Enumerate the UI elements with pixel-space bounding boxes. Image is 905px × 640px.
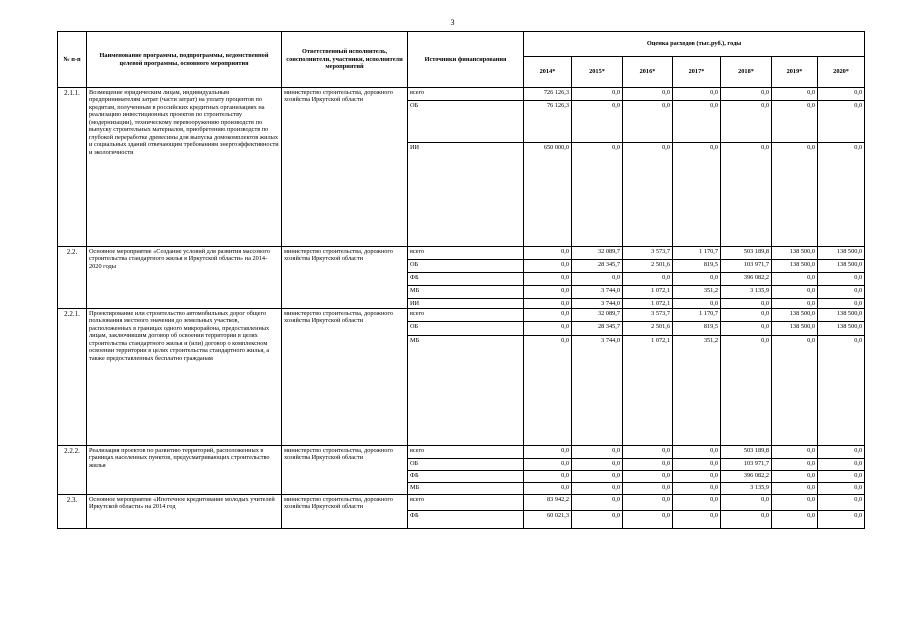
amount-cell: 0,0 <box>818 143 865 247</box>
amount-cell: 0,0 <box>721 101 772 143</box>
amount-cell: 0,0 <box>818 459 865 471</box>
measure-name: Проектирование или строительство автомобильных дорог общего пользования местного значения до земельных участков, расположенных в границах одного микрорайона, предоставленных лицам, заключившим договор об освоении территории в целях строительства стандартного жилья и (или) договор о комплексном освоении территории в целях строительства стандартного жилья, а также предоставленных бесплатно гражданам <box>87 309 282 446</box>
amount-cell: 3 573,7 <box>623 309 673 322</box>
amount-cell: 1 170,7 <box>673 247 721 260</box>
amount-cell: 0,0 <box>623 273 673 286</box>
amount-cell: 0,0 <box>772 286 818 299</box>
amount-cell: 0,0 <box>673 143 721 247</box>
amount-cell: 0,0 <box>524 286 572 299</box>
amount-cell: 0,0 <box>721 88 772 101</box>
amount-cell: 0,0 <box>772 101 818 143</box>
amount-cell: 0,0 <box>818 336 865 446</box>
table-row <box>58 495 865 511</box>
table-row <box>58 88 865 101</box>
amount-cell: 0,0 <box>572 88 623 101</box>
measure-name: Реализация проектов по развитию территорий, расположенных в границах населенных пунктов, предусматривающих строительство жилья <box>87 446 282 495</box>
table-body <box>58 88 865 529</box>
amount-cell: 0,0 <box>524 471 572 483</box>
amount-cell: 0,0 <box>818 483 865 495</box>
table-row <box>58 309 865 322</box>
amount-cell: 0,0 <box>673 511 721 529</box>
funding-source: всего <box>408 309 524 322</box>
amount-cell: 0,0 <box>772 511 818 529</box>
amount-cell: 0,0 <box>818 299 865 309</box>
amount-cell: 1 072,1 <box>623 286 673 299</box>
funding-source: ФБ <box>408 511 524 529</box>
amount-cell: 3 135,9 <box>721 483 772 495</box>
amount-cell: 0,0 <box>524 459 572 471</box>
row-number: 2.2.1. <box>58 309 87 446</box>
amount-cell: 28 345,7 <box>572 260 623 273</box>
executor-name: министерство строительства, дорожного хозяйства Иркутской области <box>282 446 408 495</box>
amount-cell: 0,0 <box>524 446 572 459</box>
amount-cell: 0,0 <box>673 88 721 101</box>
measure-name: Основное мероприятие «Создание условий для развития массового строительства стандартного жилья в Иркутской области» на 2014-2020 годы <box>87 247 282 309</box>
amount-cell: 0,0 <box>673 446 721 459</box>
amount-cell: 0,0 <box>772 495 818 511</box>
amount-cell: 0,0 <box>673 101 721 143</box>
amount-cell: 0,0 <box>772 299 818 309</box>
funding-source: ОБ <box>408 101 524 143</box>
funding-source: ИИ <box>408 143 524 247</box>
amount-cell: 0,0 <box>572 483 623 495</box>
amount-cell: 0,0 <box>623 101 673 143</box>
amount-cell: 0,0 <box>524 260 572 273</box>
amount-cell: 138 500,0 <box>818 309 865 322</box>
amount-cell: 0,0 <box>524 247 572 260</box>
amount-cell: 138 500,0 <box>772 260 818 273</box>
amount-cell: 0,0 <box>818 446 865 459</box>
amount-cell: 3 573,7 <box>623 247 673 260</box>
header-year: 2014* <box>524 57 572 88</box>
amount-cell: 0,0 <box>818 471 865 483</box>
amount-cell: 396 082,2 <box>721 471 772 483</box>
row-number: 2.1.1. <box>58 88 87 247</box>
amount-cell: 0,0 <box>572 101 623 143</box>
executor-name: министерство строительства, дорожного хозяйства Иркутской области <box>282 495 408 529</box>
amount-cell: 0,0 <box>818 88 865 101</box>
header-year: 2020* <box>818 57 865 88</box>
amount-cell: 0,0 <box>772 483 818 495</box>
funding-source: ФБ <box>408 273 524 286</box>
amount-cell: 503 189,8 <box>721 446 772 459</box>
amount-cell: 0,0 <box>673 495 721 511</box>
amount-cell: 138 500,0 <box>772 247 818 260</box>
amount-cell: 2 501,6 <box>623 322 673 336</box>
expenditure-table <box>57 31 865 529</box>
amount-cell: 0,0 <box>721 495 772 511</box>
amount-cell: 0,0 <box>623 495 673 511</box>
row-number: 2.2.2. <box>58 446 87 495</box>
amount-cell: 0,0 <box>818 495 865 511</box>
funding-source: всего <box>408 247 524 260</box>
amount-cell: 0,0 <box>572 471 623 483</box>
row-number: 2.2. <box>58 247 87 309</box>
amount-cell: 0,0 <box>772 459 818 471</box>
amount-cell: 103 971,7 <box>721 260 772 273</box>
amount-cell: 0,0 <box>623 459 673 471</box>
funding-source: ОБ <box>408 322 524 336</box>
funding-source: МБ <box>408 286 524 299</box>
amount-cell: 650 000,0 <box>524 143 572 247</box>
executor-name: министерство строительства, дорожного хозяйства Иркутской области <box>282 247 408 309</box>
amount-cell: 0,0 <box>721 299 772 309</box>
table-row <box>58 247 865 260</box>
amount-cell: 0,0 <box>673 299 721 309</box>
amount-cell: 726 126,3 <box>524 88 572 101</box>
amount-cell: 0,0 <box>772 336 818 446</box>
amount-cell: 0,0 <box>721 336 772 446</box>
amount-cell: 103 971,7 <box>721 459 772 471</box>
amount-cell: 0,0 <box>721 322 772 336</box>
amount-cell: 0,0 <box>524 483 572 495</box>
funding-source: всего <box>408 88 524 101</box>
funding-source: ИИ <box>408 299 524 309</box>
amount-cell: 1 072,1 <box>623 299 673 309</box>
amount-cell: 0,0 <box>623 143 673 247</box>
amount-cell: 0,0 <box>673 471 721 483</box>
amount-cell: 351,2 <box>673 286 721 299</box>
header-year: 2016* <box>623 57 673 88</box>
amount-cell: 0,0 <box>818 101 865 143</box>
header-num: № п-п <box>58 32 87 88</box>
amount-cell: 3 744,0 <box>572 336 623 446</box>
amount-cell: 138 500,0 <box>818 247 865 260</box>
amount-cell: 0,0 <box>772 273 818 286</box>
amount-cell: 138 500,0 <box>772 309 818 322</box>
executor-name: министерство строительства, дорожного хозяйства Иркутской области <box>282 309 408 446</box>
amount-cell: 819,5 <box>673 260 721 273</box>
amount-cell: 1 170,7 <box>673 309 721 322</box>
header-year: 2017* <box>673 57 721 88</box>
header-name: Наименование программы, подпрограммы, ведомственной целевой программы, основного мероприятия <box>87 32 282 88</box>
amount-cell: 0,0 <box>524 299 572 309</box>
header-executor: Ответственный исполнитель, соисполнители, участники, исполнители мероприятий <box>282 32 408 88</box>
amount-cell: 0,0 <box>572 446 623 459</box>
funding-source: ФБ <box>408 471 524 483</box>
amount-cell: 32 089,7 <box>572 247 623 260</box>
executor-name: министерство строительства, дорожного хозяйства Иркутской области <box>282 88 408 247</box>
amount-cell: 2 501,6 <box>623 260 673 273</box>
amount-cell: 0,0 <box>572 273 623 286</box>
amount-cell: 0,0 <box>721 511 772 529</box>
amount-cell: 3 135,9 <box>721 286 772 299</box>
amount-cell: 503 189,8 <box>721 247 772 260</box>
amount-cell: 0,0 <box>818 273 865 286</box>
amount-cell: 0,0 <box>524 273 572 286</box>
amount-cell: 0,0 <box>721 143 772 247</box>
measure-name: Возмещение юридическим лицам, индивидуальным предпринимателям затрат (части затрат) на уплату процентов по кредитам, полученным в российских кредитных организациях на реализацию инвестиционных проектов по строительству (модернизации), техническому перевооружению производств по выпуску строительных материалов, приобретению производств по глубокой переработке древесины для выпуска домокомплектов жилых и социальных зданий отвечающим требованиям энергоэффективности и экологичности <box>87 88 282 247</box>
funding-source: всего <box>408 446 524 459</box>
amount-cell: 138 500,0 <box>818 322 865 336</box>
amount-cell: 60 021,3 <box>524 511 572 529</box>
funding-source: ОБ <box>408 260 524 273</box>
amount-cell: 0,0 <box>818 511 865 529</box>
amount-cell: 0,0 <box>623 483 673 495</box>
amount-cell: 0,0 <box>623 88 673 101</box>
amount-cell: 0,0 <box>524 322 572 336</box>
amount-cell: 0,0 <box>572 495 623 511</box>
row-number: 2.3. <box>58 495 87 529</box>
amount-cell: 0,0 <box>772 471 818 483</box>
amount-cell: 3 744,0 <box>572 286 623 299</box>
amount-cell: 0,0 <box>673 459 721 471</box>
amount-cell: 0,0 <box>772 446 818 459</box>
funding-source: МБ <box>408 336 524 446</box>
table-row <box>58 446 865 459</box>
funding-source: всего <box>408 495 524 511</box>
table-header <box>58 32 865 88</box>
amount-cell: 819,5 <box>673 322 721 336</box>
amount-cell: 351,2 <box>673 336 721 446</box>
amount-cell: 0,0 <box>673 273 721 286</box>
amount-cell: 0,0 <box>524 336 572 446</box>
amount-cell: 0,0 <box>623 511 673 529</box>
page-number: 3 <box>450 18 455 27</box>
header-estimate: Оценка расходов (тыс.руб.), годы <box>524 32 865 57</box>
amount-cell: 396 082,2 <box>721 273 772 286</box>
measure-name: Основное мероприятие «Ипотечное кредитование молодых учителей Иркутской области» на 2014 год <box>87 495 282 529</box>
amount-cell: 0,0 <box>623 446 673 459</box>
amount-cell: 0,0 <box>673 483 721 495</box>
header-year: 2015* <box>572 57 623 88</box>
amount-cell: 138 500,0 <box>818 260 865 273</box>
amount-cell: 0,0 <box>572 143 623 247</box>
funding-source: ОБ <box>408 459 524 471</box>
amount-cell: 3 744,0 <box>572 299 623 309</box>
amount-cell: 0,0 <box>623 471 673 483</box>
amount-cell: 0,0 <box>572 511 623 529</box>
amount-cell: 0,0 <box>772 88 818 101</box>
amount-cell: 28 345,7 <box>572 322 623 336</box>
amount-cell: 0,0 <box>721 309 772 322</box>
amount-cell: 1 072,1 <box>623 336 673 446</box>
header-year: 2018* <box>721 57 772 88</box>
amount-cell: 0,0 <box>572 459 623 471</box>
amount-cell: 138 500,0 <box>772 322 818 336</box>
amount-cell: 83 942,2 <box>524 495 572 511</box>
amount-cell: 76 126,3 <box>524 101 572 143</box>
header-year: 2019* <box>772 57 818 88</box>
amount-cell: 0,0 <box>818 286 865 299</box>
amount-cell: 0,0 <box>524 309 572 322</box>
funding-source: МБ <box>408 483 524 495</box>
amount-cell: 0,0 <box>772 143 818 247</box>
header-source: Источники финансирования <box>408 32 524 88</box>
amount-cell: 32 089,7 <box>572 309 623 322</box>
